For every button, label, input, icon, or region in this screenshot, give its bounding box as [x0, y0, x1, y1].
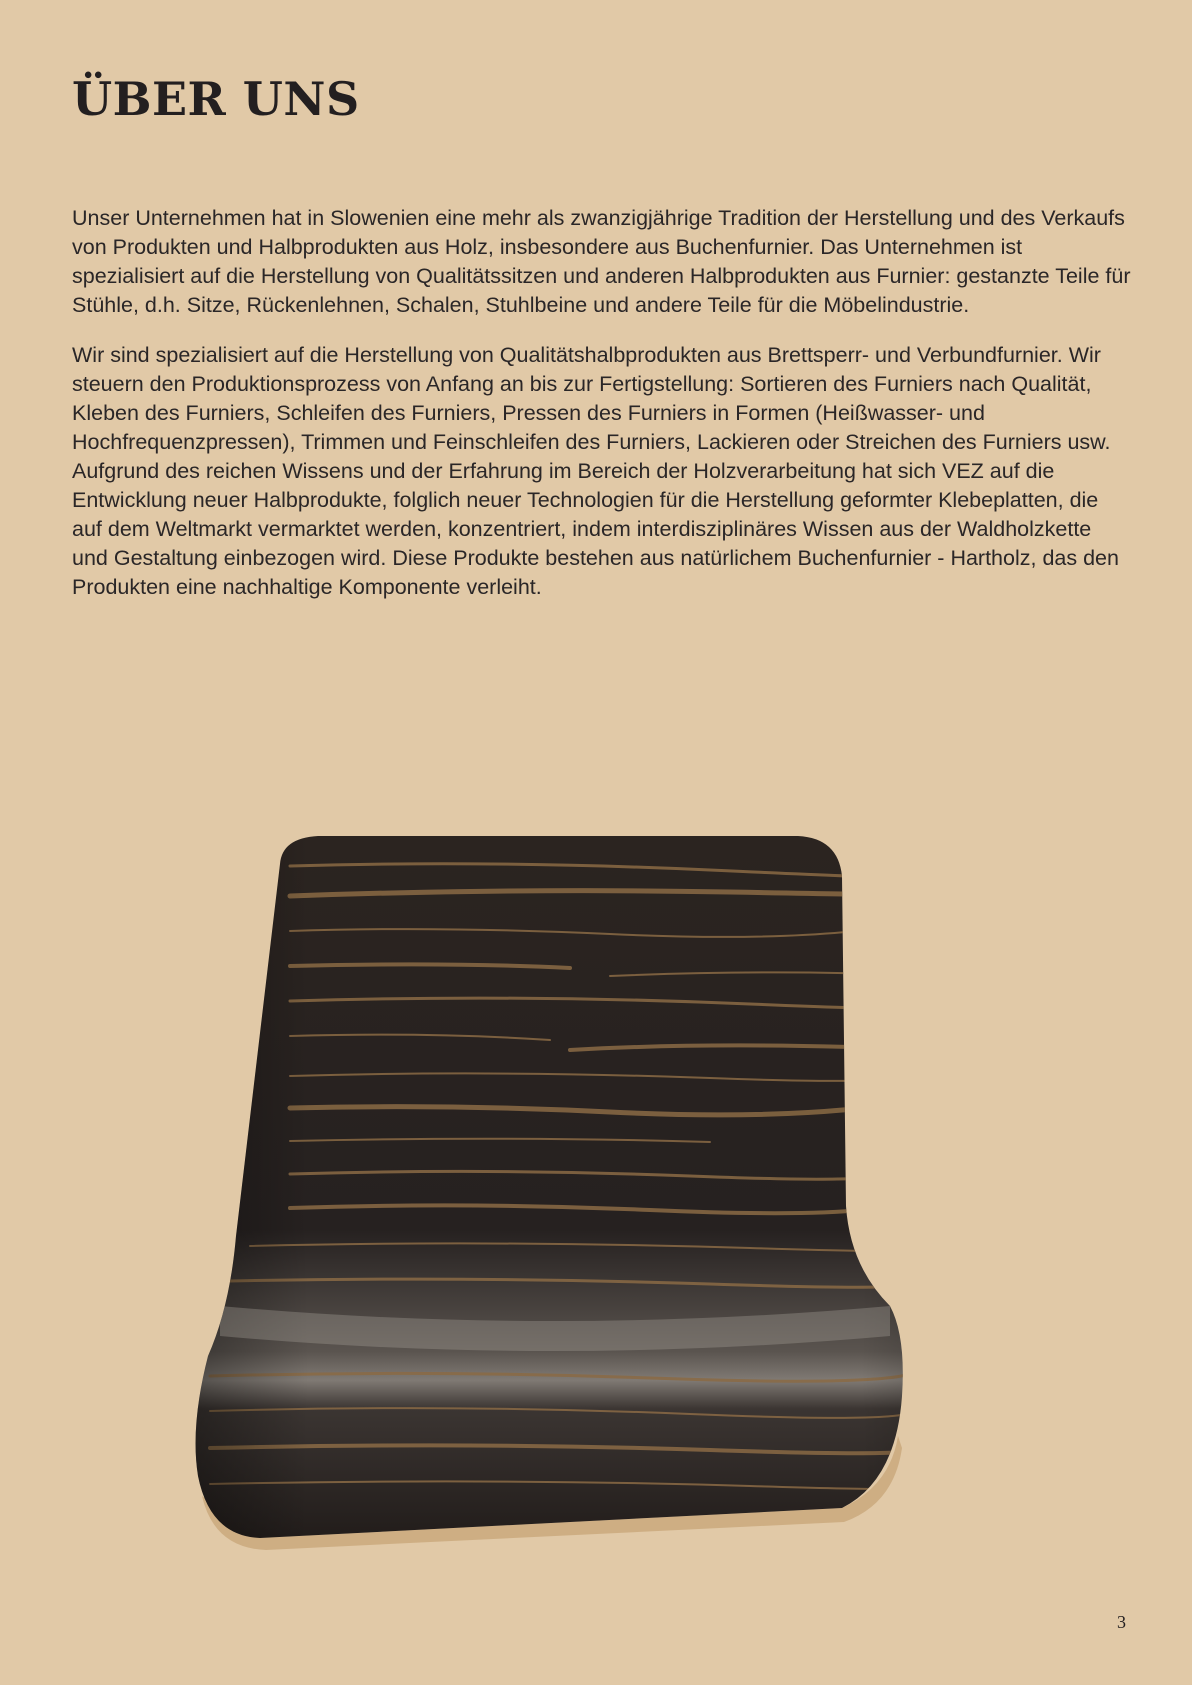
veneer-chair-seat-image — [190, 836, 980, 1552]
paragraph-intro: Unser Unternehmen hat in Slowenien eine mehr als zwanzigjährige Tradition der Herstellung und des Verkaufs von Produkten und Halbprodukten aus Holz, insbesondere aus Buchenfurnier. Das Unternehmen ist spezialisiert auf die Herstellung von Qualitätssitzen und anderen Halbprodukten aus Furnier: gestanzte Teile für Stühle, d.h. Sitze, Rückenlehnen, Schalen, Stuhlbeine und andere Teile für die Möbelindustrie. — [72, 206, 1131, 317]
body-text — [72, 204, 1132, 623]
page-number: 3 — [1117, 1612, 1126, 1632]
paragraph-production: Wir sind spezialisiert auf die Herstellung von Qualitätshalbprodukten aus Brettsperr- und Verbundfurnier. Wir steuern den Produktionsprozess von Anfang an bis zur Fertigstellung: Sortieren des Furniers nach Qualität, Kleben des Furniers, Schleifen des Furniers, Pressen des Furniers in Formen (Heißwasser- und Hochfrequenzpressen), Trimmen und Feinschleifen des Furniers, Lackieren oder Streichen des Furniers usw. Aufgrund des reichen Wissens und der Erfahrung im Bereich der Holzverarbeitung hat sich VEZ auf die Entwicklung neuer Halbprodukte, folglich neuer Technologien für die Herstellung geformter Klebeplatten, die auf dem Weltmarkt vermarktet werden, konzentriert, indem interdisziplinäres Wissen aus der Waldholzkette und Gestaltung einbezogen wird. Diese Produkte bestehen aus natürlichem Buchenfurnier - Hartholz, das den Produkten eine nachhaltige Komponente verleiht. — [72, 343, 1119, 599]
page-title: ÜBER UNS — [72, 72, 360, 126]
